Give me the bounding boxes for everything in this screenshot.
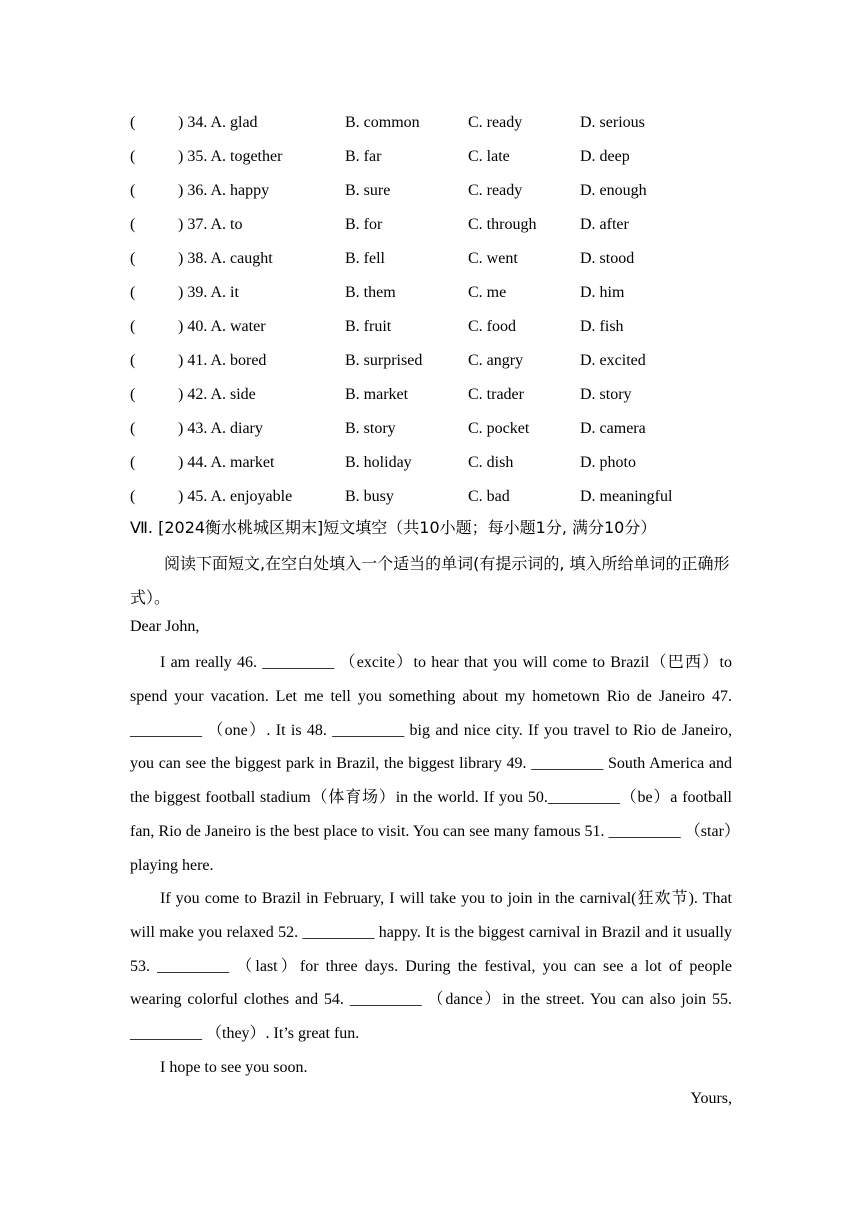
option-c: C. dish (468, 454, 514, 471)
answer-paren: ( (130, 318, 136, 335)
letter-salutation: Dear John, (130, 618, 200, 635)
answer-paren: ( (130, 182, 136, 199)
answer-paren: ( (130, 216, 136, 233)
option-a: ) 40. A. water (178, 318, 266, 335)
option-c: C. trader (468, 386, 524, 403)
option-a: ) 35. A. together (178, 148, 283, 165)
option-a: ) 44. A. market (178, 454, 275, 471)
option-b: B. far (345, 148, 382, 165)
option-b: B. sure (345, 182, 391, 199)
option-d: D. meaningful (580, 488, 673, 505)
option-c: C. pocket (468, 420, 530, 437)
option-b: B. story (345, 420, 396, 437)
option-a: ) 45. A. enjoyable (178, 488, 293, 505)
option-d: D. photo (580, 454, 636, 471)
option-d: D. excited (580, 352, 646, 369)
answer-paren: ( (130, 250, 136, 267)
option-b: B. busy (345, 488, 394, 505)
answer-paren: ( (130, 386, 136, 403)
option-d: D. camera (580, 420, 646, 437)
answer-paren: ( (130, 454, 136, 471)
section-heading: Ⅶ. [2024衡水桃城区期末]短文填空（共10小题；每小题1分, 满分10分） (130, 518, 657, 537)
option-d: D. stood (580, 250, 635, 267)
option-a: ) 36. A. happy (178, 182, 270, 199)
option-c: C. ready (468, 182, 523, 199)
option-c: C. angry (468, 352, 524, 369)
option-c: C. through (468, 216, 537, 233)
option-b: B. fell (345, 250, 385, 267)
answer-paren: ( (130, 148, 136, 165)
option-c: C. food (468, 318, 516, 335)
option-a: ) 39. A. it (178, 284, 239, 301)
option-a: ) 37. A. to (178, 216, 243, 233)
option-b: B. surprised (345, 352, 423, 369)
option-a: ) 38. A. caught (178, 250, 273, 267)
option-d: D. enough (580, 182, 647, 199)
option-c: C. ready (468, 114, 523, 131)
letter-paragraph: If you come to Brazil in February, I will take you to join in the carnival(狂欢节). That will make you relaxed 52. _________ happy. It is the biggest carnival in Brazil and it usually 53. _________ （last）for three days. During the festival, you can see a lot of people wearing colorful clothes and 54. _________ （dance）in the street. You can also join 55. _________ （they）. It’s great fun. (130, 890, 732, 1043)
letter-paragraph: I hope to see you soon. (160, 1059, 308, 1076)
option-b: B. for (345, 216, 383, 233)
answer-paren: ( (130, 420, 136, 437)
option-c: C. went (468, 250, 518, 267)
answer-paren: ( (130, 114, 136, 131)
option-d: D. serious (580, 114, 645, 131)
section-instructions: 阅读下面短文,在空白处填入一个适当的单词(有提示词的, 填入所给单词的正确形式）。 (130, 554, 730, 607)
option-b: B. fruit (345, 318, 392, 335)
option-b: B. them (345, 284, 396, 301)
option-c: C. late (468, 148, 510, 165)
answer-paren: ( (130, 488, 136, 505)
option-a: ) 43. A. diary (178, 420, 263, 437)
option-d: D. after (580, 216, 629, 233)
answer-paren: ( (130, 284, 136, 301)
letter-paragraph: I am really 46. _________ （excite）to hear that you will come to Brazil（巴西）to spend your vacation. Let me tell you something about my hometown Rio de Janeiro 47. _________ （one）. It is 48. _________ big and nice city. If you travel to Rio de Janeiro, you can see the biggest park in Brazil, the biggest library 49. _________ South America and the biggest football stadium（体育场）in the world. If you 50._________（be）a football fan, Rio de Janeiro is the best place to visit. You can see many famous 51. _________ （star）playing here. (130, 654, 732, 874)
option-d: D. him (580, 284, 625, 301)
option-d: D. fish (580, 318, 624, 335)
letter-closing: Yours, (690, 1090, 732, 1107)
option-c: C. me (468, 284, 507, 301)
option-d: D. deep (580, 148, 630, 165)
option-a: ) 41. A. bored (178, 352, 267, 369)
option-b: B. holiday (345, 454, 412, 471)
answer-paren: ( (130, 352, 136, 369)
option-b: B. common (345, 114, 420, 131)
option-a: ) 34. A. glad (178, 114, 258, 131)
option-b: B. market (345, 386, 409, 403)
option-d: D. story (580, 386, 632, 403)
option-a: ) 42. A. side (178, 386, 256, 403)
option-c: C. bad (468, 488, 510, 505)
